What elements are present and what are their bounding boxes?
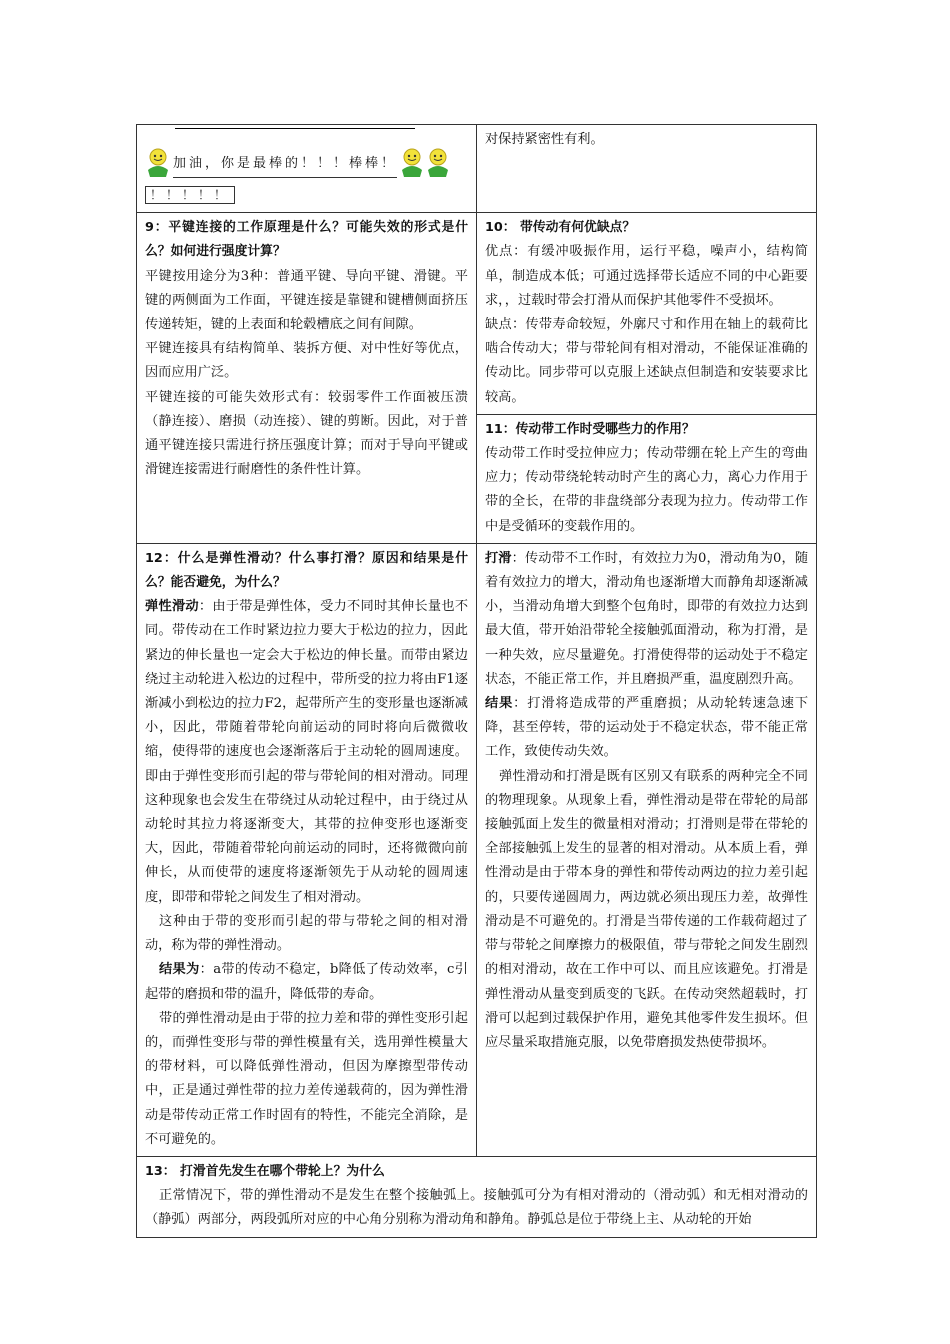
q9-title: 9：平键连接的工作原理是什么？可能失效的形式是什么？如何进行强度计算？ [145,220,468,260]
q12-title: 12：什么是弹性滑动？什么事打滑？原因和结果是什么？能否避免，为什么？ [145,550,468,591]
q11-block [477,415,816,543]
carryover-text: 对保持紧密性有利。 [485,132,604,147]
q12-definition: 这种由于带的变形而引起的带与带轮之间的相对滑动，称为带的弹性滑动。 [145,913,468,954]
q12-compare-paragraph: 弹性滑动和打滑是既有区别又有联系的两种完全不同的物理现象。从现象上看，弹性滑动是带在带轮的局部接触弧面上发生的微量相对滑动；打滑则是带在带轮的全部接触弧上发生的显著的相对滑动。从本质上看，弹性滑动是由于带本身的弹性和带传动两边的拉力差引起的，只要传递圆周力，两边就必须出现压力差，故弹性滑动是不可避免的。打滑是当带传递的工作载荷超过了带与带轮之间摩擦力的极限值，带与带轮之间发生剧烈的相对滑动，故在工作中可以、而且应该避免。打滑是弹性滑动从量变到质变的飞跃。在传动突然超载时，打滑可以起到过载保护作用，避免其他零件发生损坏。但应尽量采取措施克服，以免带磨损发热使带损坏。 [485,768,808,1050]
q10-q11-cell [477,213,817,544]
q12-elastic-paragraph [145,595,468,910]
q9-paragraph: 平键连接具有结构简单、装拆方便、对中性好等优点，因而应用广泛。 [145,341,468,381]
smiley-icon [425,148,451,178]
q10-title: 10： 带传动有何优缺点？ [485,220,636,236]
q10-block [477,213,816,415]
q13-paragraph: 正常情况下，带的弹性滑动不是发生在整个接触弧上。接触弧可分为有相对滑动的（滑动弧）和无相对滑动的（静弧）两部分，两段弧所对应的中心角分别称为滑动角和静角。静弧总是位于带绕上主、从动轮的开始 [145,1188,808,1228]
result-label: 结果为 [159,962,200,978]
q9-paragraph: 平键按用途分为3种：普通平键、导向平键、滑键。平键的两侧面为工作面，平键连接是靠键和键槽侧面挤压传递转矩，键的上表面和轮毂槽底之间有间隙。 [145,268,468,333]
row-q9-q10 [137,213,817,544]
q9-cell [137,213,477,544]
q12-left-cell [137,543,477,1156]
q12-last-paragraph: 带的弹性滑动是由于带的拉力差和带的弹性变形引起的，而弹性变形与带的弹性模量有关，选用弹性模量大的带材料，可以降低弹性滑动，但因为摩擦型带传动中，正是通过弹性带的拉力差传递载荷的，因为弹性滑动是带传动正常工作时固有的特性，不能完全消除，是不可避免的。 [145,1010,468,1147]
q10-paragraph: 缺点：传带寿命较短，外廓尺寸和作用在轴上的载荷比啮合传动大；带与带轮间有相对滑动，不能保证准确的传动比。同步带可以克服上述缺点但制造和安装要求比较高。 [485,317,808,405]
elastic-label: 弹性滑动 [145,599,199,615]
document-page [136,124,816,1238]
q11-title: 11：传动带工作时受哪些力的作用？ [485,421,695,437]
q13-cell [137,1156,817,1237]
q12-slip-paragraph [485,547,808,692]
slip-result-text: ：打滑将造成带的严重磨损；从动轮转速急速下降，甚至停转，带的运动处于不稳定状态，带不能正常工作，致使传动失效。 [485,696,809,760]
result-text: ：a带的传动不稳定，b降低了传动效率，c引起带的磨损和带的温升，降低带的寿命。 [145,962,468,1002]
cheer-cell [137,125,477,213]
slip-label: 打滑 [485,550,512,566]
cheer-line [145,128,468,178]
cheer-text: 加油，你是最棒的！！！棒棒！ [173,152,397,178]
top-rule [175,128,415,129]
row-q12 [137,543,817,1156]
q13-title: 13： 打滑首先发生在哪个带轮上？为什么 [145,1163,385,1179]
row-cheer [137,125,817,213]
q9-paragraph: 平键连接的可能失效形式有：较弱零件工作面被压溃（静连接）、磨损（动连接）、键的剪断。因此，对于普通平键连接只需进行挤压强度计算；而对于导向平键或滑键连接需进行耐磨性的条件性计算。 [145,389,468,478]
q10-paragraph: 优点：有缓冲吸振作用，运行平稳，噪声小，结构简单，制造成本低；可通过选择带长适应不同的中心距要求，，过载时带会打滑从而保护其他零件不受损坏。 [485,244,808,308]
carryover-cell [477,125,817,213]
q12-right-cell [477,543,817,1156]
slip-result-label: 结果 [485,696,514,712]
exclaim-box: ！！！！！ [145,186,235,204]
q12-slip-result-paragraph [485,692,808,765]
q11-paragraph: 传动带工作时受拉伸应力；传动带绷在轮上产生的弯曲应力；传动带绕轮转动时产生的离心力，离心力作用于带的全长，在带的非盘绕部分表现为拉力。传动带工作中是受循环的变载作用的。 [485,446,808,534]
row-q13 [137,1156,817,1237]
q12-result-paragraph [145,958,468,1006]
qa-table [136,124,817,1238]
smiley-icon [399,148,425,178]
slip-text: ：传动带不工作时，有效拉力为0，滑动角为0，随着有效拉力的增大，滑动角也逐渐增大而静角却逐渐减小，当滑动角增大到整个包角时，即带的有效拉力达到最大值，带开始沿带轮全接触弧面滑动，称为打滑，是一种失效，应尽量避免。打滑使得带的运动处于不稳定状态，不能正常工作，并且磨损严重，温度剧烈升高。 [485,550,809,687]
elastic-text: ：由于带是弹性体，受力不同时其伸长量也不同。带传动在工作时紧边拉力要大于松边的拉力，因此紧边的伸长量也一定会大于松边的伸长量。而带由紧边绕过主动轮进入松边的过程中，带所受的拉力将由F1逐渐减小到松边的拉力F2，起带所产生的变形量也逐渐减小，因此，带随着带轮向前运动的同时将向后微微收缩，使得带的速度也会逐渐落后于主动轮的圆周速度。即由于弹性变形而引起的带与带轮间的相对滑动。同理这种现象也会发生在带绕过从动轮过程中，由于绕过从动轮时其拉力将逐渐变大，其带的拉伸变形也逐渐变大，因此，带随着带轮向前运动的同时，还将微微向前伸长，从而使带的速度将逐渐领先于从动轮的圆周速度，即带和带轮之间发生了相对滑动。 [145,599,469,905]
smiley-icon [145,148,171,178]
